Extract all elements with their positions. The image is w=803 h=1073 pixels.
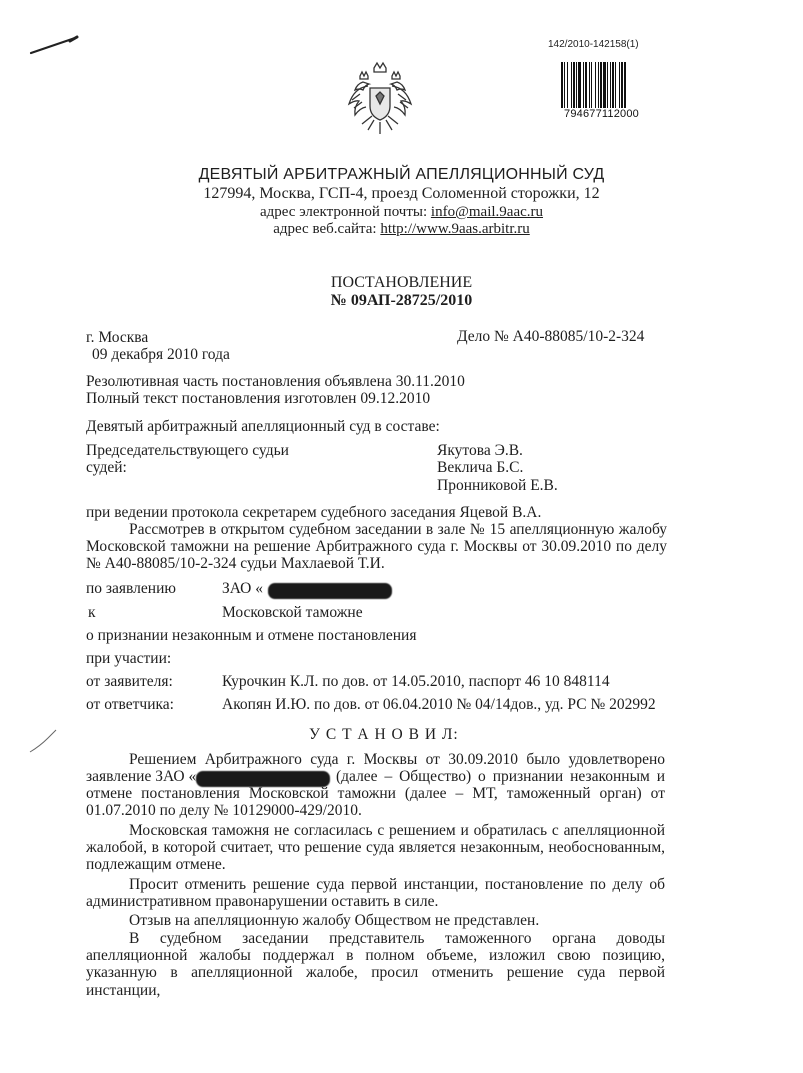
p1-line-2a: заявление ЗАО « xyxy=(86,768,197,785)
p1-line-2b: (далее – Общество) о признании незаконным и xyxy=(336,768,665,785)
p3-line-2: административном правонарушении оставить в силе. xyxy=(86,893,439,910)
considered-line-2: Московской таможни на решение Арбитражного суда г. Москвы от 30.09.2010 по делу xyxy=(86,538,667,555)
p5-line-3: указанную в апелляционной жалобе, просил отменить решение суда первой инстанции, xyxy=(86,964,665,999)
court-email-line xyxy=(0,204,803,221)
p2-line-3: подлежащим отмене. xyxy=(86,856,226,873)
judge-2: Пронниковой Е.В. xyxy=(437,477,558,494)
p1-line-1: Решением Арбитражного суда г. Москвы от 30.09.2010 было удовлетворено xyxy=(129,751,665,768)
p2-line-1: Московская таможня не согласилась с решением и обратилась с апелляционной xyxy=(129,822,665,839)
p5-line-1: В судебном заседании представитель таможенного органа доводы xyxy=(129,930,665,947)
established-heading: У С Т А Н О В И Л: xyxy=(309,726,459,743)
considered-line-1: Рассмотрев в открытом судебном заседании в зале № 15 апелляционную жалобу xyxy=(129,521,667,538)
redaction-mark xyxy=(268,583,392,599)
document-city: г. Москва xyxy=(86,329,149,346)
p5-line-2: апелляционной жалобы поддержал в полном объеме, изложил свою позицию, xyxy=(86,947,665,964)
presiding-judge: Якутова Э.В. xyxy=(437,442,523,459)
document-number: № 09АП-28725/2010 xyxy=(330,292,473,309)
court-address: 127994, Москва, ГСП-4, проезд Соломенной сторожки, 12 xyxy=(203,185,600,202)
p4-line-1: Отзыв на апелляционную жалобу Обществом не представлен. xyxy=(129,912,540,929)
website-link[interactable]: http://www.9aas.arbitr.ru xyxy=(380,221,530,237)
secretary-line: при ведении протокола секретарем судебного заседания Яцевой В.А. xyxy=(86,504,542,521)
subject-line: о признании незаконным и отмене постановления xyxy=(86,627,417,644)
from-applicant: Курочкин К.Л. по дов. от 14.05.2010, паспорт 46 10 848114 xyxy=(222,673,610,690)
document-type: ПОСТАНОВЛЕНИЕ xyxy=(330,274,473,291)
p1-line-4: 01.07.2010 по делу № 10129000-429/2010. xyxy=(86,802,362,819)
full-text-made: Полный текст постановления изготовлен 09.12.2010 xyxy=(86,390,431,407)
participation-label: при участии: xyxy=(86,650,172,667)
document-date: 09 декабря 2010 года xyxy=(92,346,230,363)
from-respondent: Акопян И.Ю. по дов. от 06.04.2010 № 04/14дов., уд. РС № 202992 xyxy=(222,696,656,713)
judge-1: Веклича Б.С. xyxy=(437,459,524,476)
p1-line-3: отмене постановления Московской таможни (далее – МТ, таможенный орган) от xyxy=(86,785,665,802)
panel-intro: Девятый арбитражный апелляционный суд в составе: xyxy=(86,418,440,435)
coat-of-arms-icon xyxy=(346,60,414,138)
applicant-label: по заявлению xyxy=(86,580,176,597)
margin-mark xyxy=(28,728,58,754)
case-registration-number: 142/2010-142158(1) xyxy=(548,39,639,50)
pen-mark xyxy=(28,34,80,56)
website-label: адрес веб.сайта: xyxy=(273,221,377,237)
court-name: ДЕВЯТЫЙ АРБИТРАЖНЫЙ АПЕЛЛЯЦИОННЫЙ СУД xyxy=(198,166,605,183)
considered-line-3: № А40-88085/10-2-324 судьи Махлаевой Т.И. xyxy=(86,555,385,572)
p3-line-1: Просит отменить решение суда первой инстанции, постановление по делу об xyxy=(129,876,665,893)
against-party: Московской таможне xyxy=(222,604,363,621)
email-link[interactable]: info@mail.9aac.ru xyxy=(430,204,544,220)
against-label: к xyxy=(88,604,96,621)
case-number: Дело № А40-88085/10-2-324 xyxy=(457,328,645,345)
from-respondent-label: от ответчика: xyxy=(86,696,174,713)
from-applicant-label: от заявителя: xyxy=(86,673,173,690)
applicant-name: ЗАО « xyxy=(222,580,264,597)
resolution-announced: Резолютивная часть постановления объявлена 30.11.2010 xyxy=(86,373,465,390)
barcode-number: 794677112000 xyxy=(564,108,639,120)
p2-line-2: жалобой, в которой считает, что решение суда является незаконным, необоснованным, xyxy=(86,839,665,856)
court-website-line xyxy=(0,221,803,238)
email-label: адрес электронной почты: xyxy=(259,204,428,220)
presiding-label: Председательствующего судьи xyxy=(86,442,289,459)
judges-label: судей: xyxy=(86,459,127,476)
